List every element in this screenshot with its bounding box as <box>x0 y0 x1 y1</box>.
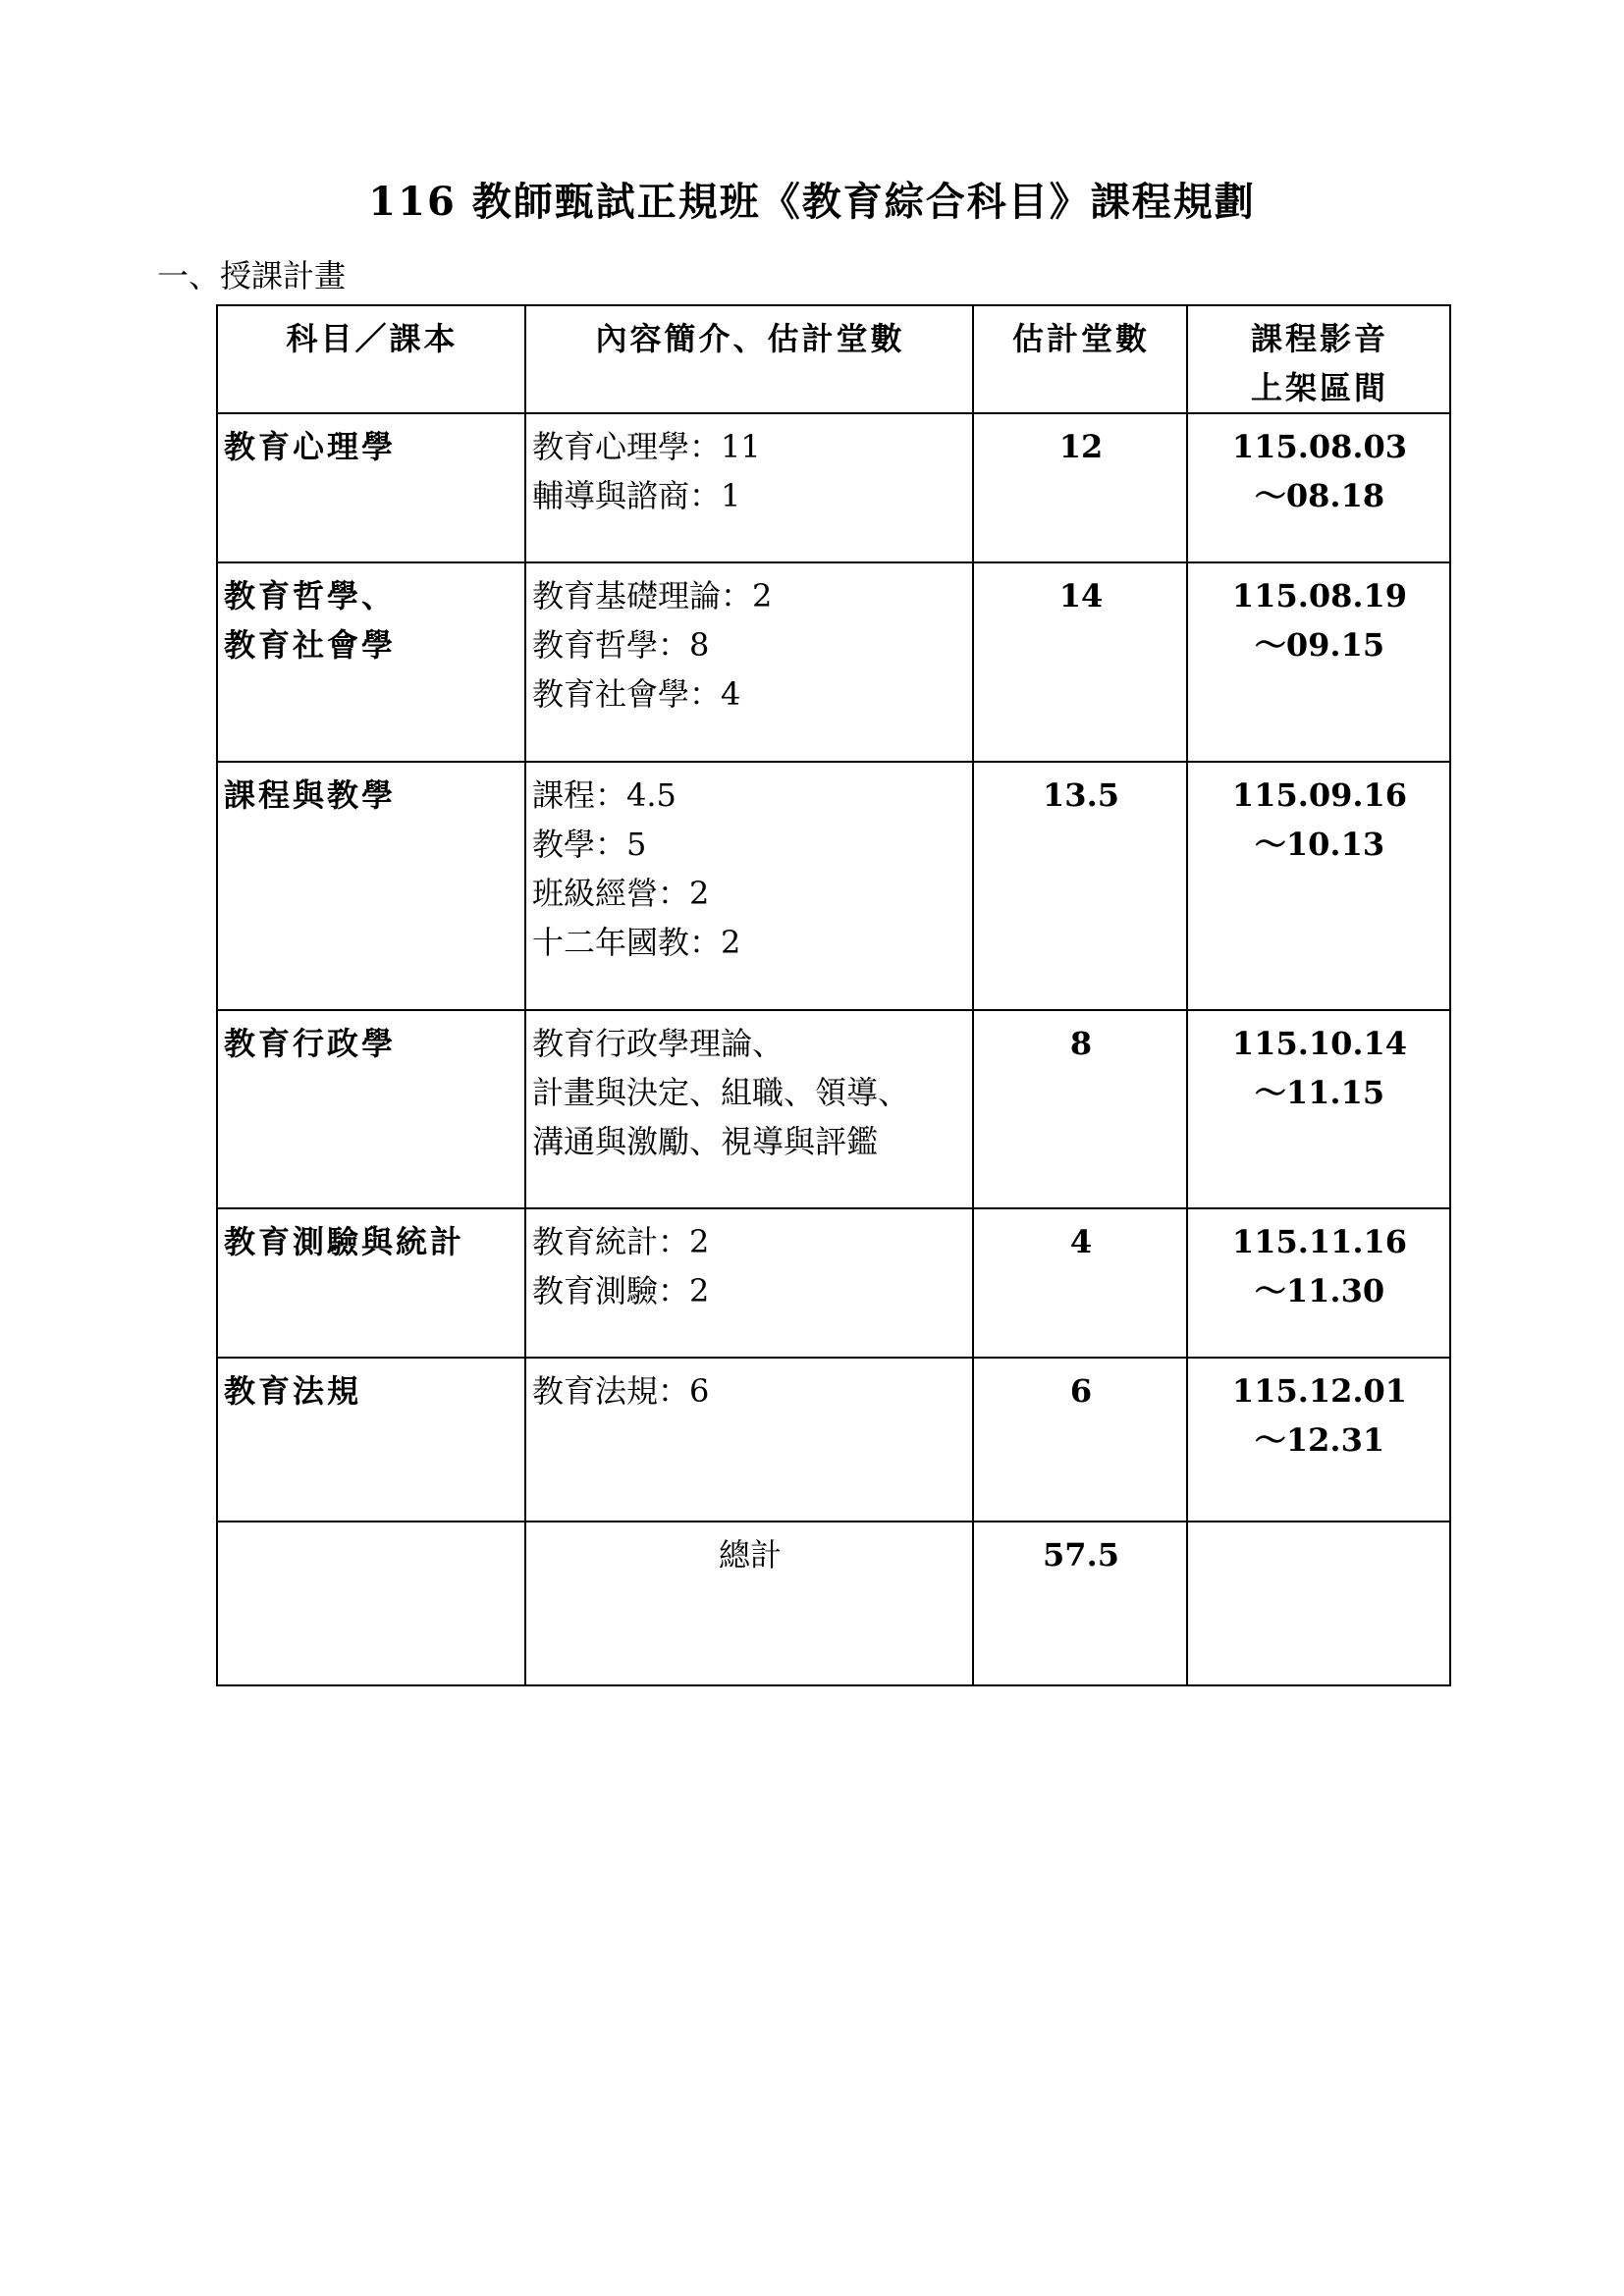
table-row <box>217 762 1450 1010</box>
subject-name: 課程與教學 <box>224 776 397 814</box>
total-hours-cell <box>973 1522 1187 1685</box>
table-row <box>217 1208 1450 1358</box>
document-title: 116 教師甄試正規班《教育綜合科目》課程規劃 <box>368 179 1256 225</box>
header-cell-dates <box>1187 305 1450 413</box>
content-line: 教育測驗：2 <box>532 1272 710 1309</box>
header-content: 內容簡介、估計堂數 <box>595 320 905 357</box>
dates-cell <box>1187 413 1450 562</box>
content-line: 計畫與決定、組職、領導、 <box>532 1074 910 1111</box>
content-line: 課程：4.5 <box>532 776 677 814</box>
date-end: ～10.13 <box>1254 826 1385 863</box>
hours-value: 14 <box>1058 577 1104 614</box>
content-cell <box>525 1010 973 1208</box>
content-line: 教育哲學：8 <box>532 626 710 664</box>
content-line: 教育基礎理論：2 <box>532 577 773 614</box>
subject-cell <box>217 1358 525 1522</box>
content-line: 教育行政學理論、 <box>532 1025 785 1062</box>
header-cell-hours <box>973 305 1187 413</box>
header-hours: 估計堂數 <box>1011 320 1150 357</box>
content-cell <box>525 1208 973 1358</box>
table-row <box>217 413 1450 562</box>
table-row <box>217 1010 1450 1208</box>
subject-cell <box>217 562 525 762</box>
table-row <box>217 1358 1450 1522</box>
content-cell <box>525 1358 973 1522</box>
course-plan-table <box>216 304 1451 1686</box>
date-end: ～11.15 <box>1254 1074 1385 1111</box>
subject-name: 教育法規 <box>224 1372 362 1410</box>
table-total-row <box>217 1522 1450 1685</box>
dates-cell <box>1187 1208 1450 1358</box>
total-hours: 57.5 <box>1043 1536 1119 1574</box>
subject-cell <box>217 1208 525 1358</box>
subject-cell <box>217 413 525 562</box>
subject-name: 教育社會學 <box>224 626 397 664</box>
date-end: ～08.18 <box>1254 477 1385 514</box>
dates-cell <box>1187 1010 1450 1208</box>
header-cell-content <box>525 305 973 413</box>
content-cell <box>525 562 973 762</box>
date-end: ～09.15 <box>1254 626 1385 664</box>
content-line: 教育統計：2 <box>532 1223 710 1260</box>
hours-cell <box>973 1358 1187 1522</box>
content-line: 十二年國教：2 <box>532 924 741 961</box>
content-line: 輔導與諮商：1 <box>532 477 741 514</box>
date-start: 115.08.03 <box>1231 428 1408 465</box>
date-start: 115.10.14 <box>1231 1025 1408 1062</box>
table-row <box>217 562 1450 762</box>
header-dates-line2: 上架區間 <box>1250 369 1388 406</box>
dates-cell <box>1187 1358 1450 1522</box>
total-empty-cell <box>217 1522 525 1685</box>
total-dates-cell <box>1187 1522 1450 1685</box>
content-cell <box>525 413 973 562</box>
dates-cell <box>1187 562 1450 762</box>
subject-name: 教育行政學 <box>224 1025 397 1062</box>
hours-cell <box>973 562 1187 762</box>
hours-value: 4 <box>1069 1223 1093 1260</box>
dates-cell <box>1187 762 1450 1010</box>
content-cell <box>525 762 973 1010</box>
table-header-row <box>217 305 1450 413</box>
content-line: 溝通與激勵、視導與評鑑 <box>532 1123 879 1160</box>
total-label-cell <box>525 1522 973 1685</box>
date-start: 115.09.16 <box>1231 776 1408 814</box>
header-dates-line1: 課程影音 <box>1250 320 1388 357</box>
subject-cell <box>217 762 525 1010</box>
hours-value: 12 <box>1058 428 1104 465</box>
subject-name: 教育測驗與統計 <box>224 1223 465 1260</box>
total-label: 總計 <box>718 1536 782 1574</box>
date-start: 115.08.19 <box>1231 577 1408 614</box>
content-line: 教育社會學：4 <box>532 675 741 713</box>
date-start: 115.12.01 <box>1231 1372 1408 1410</box>
date-end: ～11.30 <box>1254 1272 1385 1309</box>
header-subject: 科目／課本 <box>286 320 459 357</box>
hours-cell <box>973 1208 1187 1358</box>
content-line: 班級經營：2 <box>532 875 710 912</box>
section-heading: 一、授課計畫 <box>157 257 347 294</box>
hours-value: 13.5 <box>1043 776 1119 814</box>
content-line: 教育心理學：11 <box>532 428 761 465</box>
hours-cell <box>973 1010 1187 1208</box>
hours-value: 6 <box>1069 1372 1093 1410</box>
header-cell-subject <box>217 305 525 413</box>
content-line: 教學：5 <box>532 826 647 863</box>
date-start: 115.11.16 <box>1231 1223 1408 1260</box>
subject-name: 教育哲學、 <box>224 577 397 614</box>
date-end: ～12.31 <box>1254 1421 1385 1459</box>
content-line: 教育法規：6 <box>532 1372 710 1410</box>
subject-cell <box>217 1010 525 1208</box>
subject-name: 教育心理學 <box>224 428 397 465</box>
hours-cell <box>973 762 1187 1010</box>
hours-cell <box>973 413 1187 562</box>
hours-value: 8 <box>1069 1025 1093 1062</box>
